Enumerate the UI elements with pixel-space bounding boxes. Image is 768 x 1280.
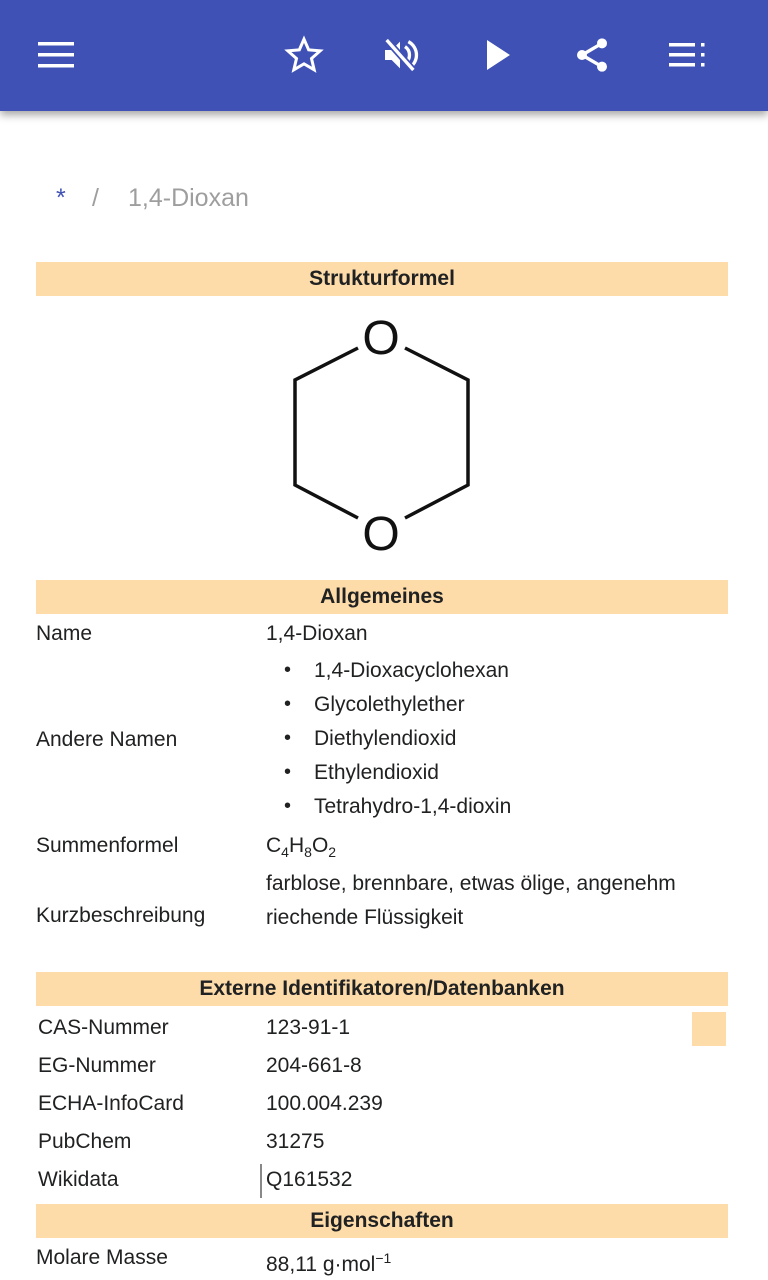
wikidata-label: Wikidata [38,1168,119,1191]
list-item: • Tetrahydro-1,4-dioxin [266,795,511,819]
text-cursor [260,1164,262,1198]
molar-mass-value: 88,11 g·mol$^{-1}$ [266,1250,392,1276]
oxygen-atom-bottom: O [362,508,400,561]
share-icon[interactable] [568,31,616,79]
pubchem-label: PubChem [38,1130,132,1153]
description-line-2: riechende Flüssigkeit [266,906,464,929]
app-bar [0,0,768,111]
structural-formula [0,300,768,570]
list-item: • Glycolethylether [266,693,465,717]
section-header-properties: Eigenschaften [36,1204,728,1238]
other-names-label: Andere Namen [36,728,178,751]
play-icon[interactable] [474,31,522,79]
section-header-structure: Strukturformel [36,262,728,296]
name-label: Name [36,622,93,645]
section-header-external: Externe Identifikatoren/Datenbanken [36,972,728,1006]
formula-value: $C_4H_8O_2$ [266,834,337,861]
pubchem-link[interactable]: 31275 [266,1130,325,1153]
breadcrumb-root-link[interactable]: * [56,184,66,212]
menu-icon[interactable] [32,31,80,79]
name-value: 1,4-Dioxan [266,622,368,645]
eg-label: EG-Nummer [38,1054,156,1077]
breadcrumb-current: 1,4-Dioxan [128,184,249,212]
list-item: • Diethylendioxid [266,727,456,751]
formula-label: Summenformel [36,834,179,857]
wikidata-link[interactable]: Q161532 [266,1168,353,1191]
list-icon[interactable] [664,31,712,79]
volume-off-icon[interactable] [376,31,424,79]
cas-image-placeholder [692,1012,726,1046]
eg-value: 204-661-8 [266,1054,362,1077]
star-icon[interactable] [280,31,328,79]
breadcrumb-separator: / [92,184,99,212]
section-header-general: Allgemeines [36,580,728,614]
molar-mass-label: Molare Masse [36,1246,168,1269]
cas-value: 123-91-1 [266,1016,351,1039]
cas-label: CAS-Nummer [38,1016,169,1039]
oxygen-atom-top: O [362,312,400,365]
description-label: Kurzbeschreibung [36,904,206,927]
echa-label: ECHA-InfoCard [38,1092,184,1115]
echa-link[interactable]: 100.004.239 [266,1092,383,1115]
list-item: • Ethylendioxid [266,761,439,785]
list-item: • 1,4-Dioxacyclohexan [266,659,509,683]
description-line-1: farblose, brennbare, etwas ölige, angenehm [266,872,676,895]
